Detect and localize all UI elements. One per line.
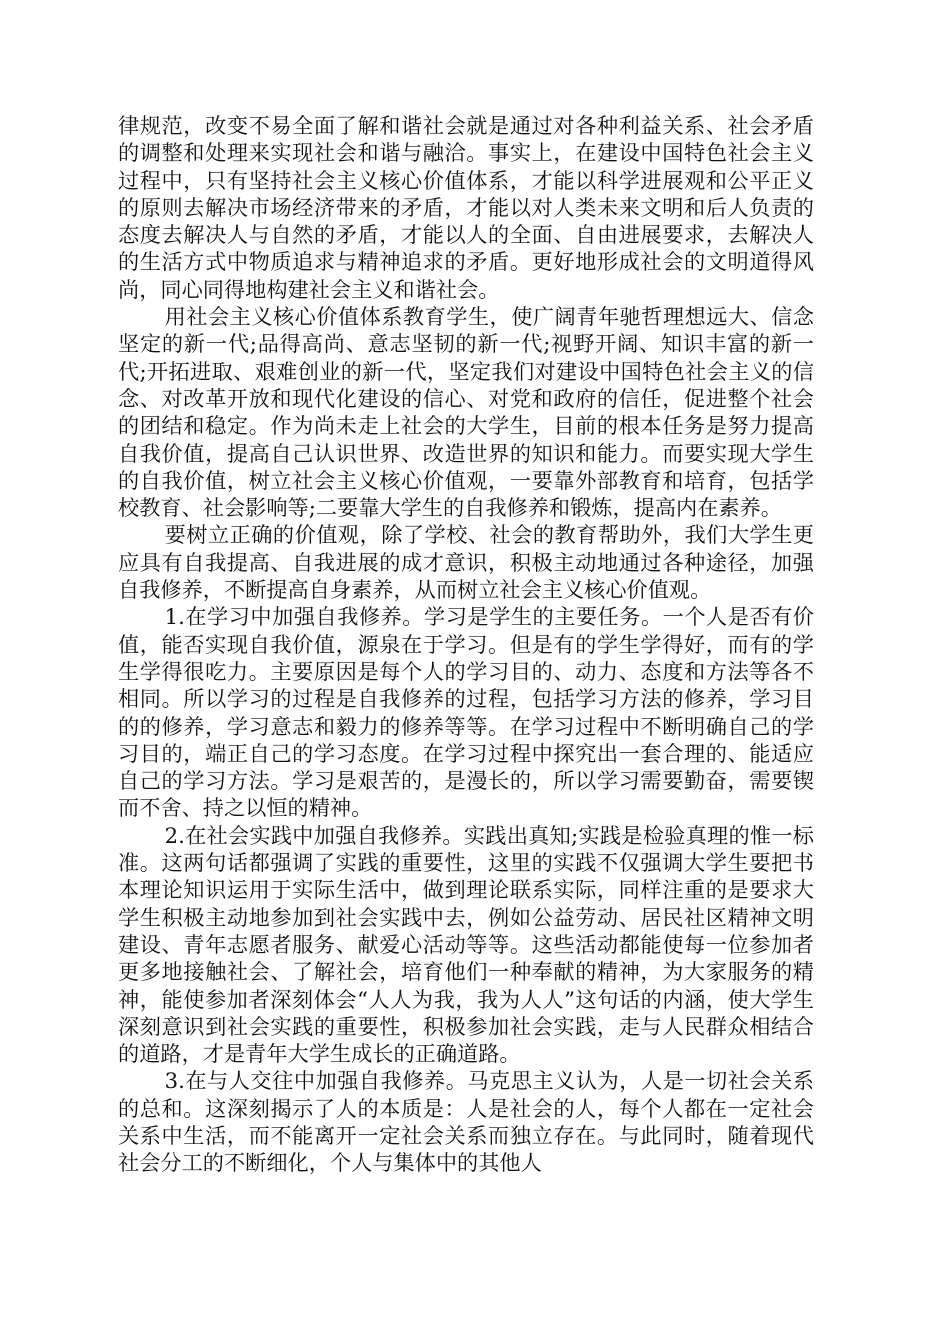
paragraph-core-values-education: 用社会主义核心价值体系教育学生，使广阔青年驰哲理想远大、信念坚定的新一代;品得高尚、意志坚韧的新一代;视野开阔、知识丰富的新一代;开拓进取、艰难创业的新一代，坚定我们对建设中国特色社会主义的信念、对改革开放和现代化建设的信心、对党和政府的信任，促进整个社会的团结和稳定。作为尚未走上社会的大学生，目前的根本任务是努力提高自我价值，提高自己认识世界、改造世界的知识和能力。而要实现大学生的自我价值，树立社会主义核心价值观，一要靠外部教育和培育，包括学校教育、社会影响等;二要靠大学生的自我修养和锻炼，提高内在素养。	[118, 304, 814, 521]
document-page	[118, 112, 814, 1177]
paragraph-interpersonal: 3.在与人交往中加强自我修养。马克思主义认为，人是一切社会关系的总和。这深刻揭示了人的本质是：人是社会的人，每个人都在一定社会关系中生活，而不能离开一定社会关系而独立存在。与此同时，随着现代社会分工的不断细化，个人与集体中的其他人	[118, 1068, 814, 1176]
paragraph-social-practice: 2.在社会实践中加强自我修养。实践出真知;实践是检验真理的惟一标准。这两句话都强调了实践的重要性，这里的实践不仅强调大学生要把书本理论知识运用于实际生活中，做到理论联系实际，同样注重的是要求大学生积极主动地参加到社会实践中去，例如公益劳动、居民社区精神文明建设、青年志愿者服务、献爱心活动等等。这些活动都能使每一位参加者更多地接触社会、了解社会，培育他们一种奉献的精神，为大家服务的精神，能使参加者深刻体会“人人为我，我为人人”这句话的内涵，使大学生深刻意识到社会实践的重要性，积极参加社会实践，走与人民群众相结合的道路，才是青年大学生成长的正确道路。	[118, 822, 814, 1067]
paragraph-continued: 律规范，改变不易全面了解和谐社会就是通过对各种利益关系、社会矛盾的调整和处理来实现社会和谐与融洽。事实上，在建设中国特色社会主义过程中，只有坚持社会主义核心价值体系，才能以科学进展观和公平正义的原则去解决市场经济带来的矛盾，才能以对人类未来文明和后人负责的态度去解决人与自然的矛盾，才能以人的全面、自由进展要求，去解决人的生活方式中物质追求与精神追求的矛盾。更好地形成社会的文明道得风尚，同心同得地构建社会主义和谐社会。	[118, 113, 814, 302]
paragraph-self-improvement: 要树立正确的价值观，除了学校、社会的教育帮助外，我们大学生更应具有自我提高、自我进展的成才意识，积极主动地通过各种途径，加强自我修养，不断提高自身素养，从而树立社会主义核心价值观。	[118, 522, 814, 603]
paragraph-learning: 1.在学习中加强自我修养。学习是学生的主要任务。一个人是否有价值，能否实现自我价值，源泉在于学习。但是有的学生学得好，而有的学生学得很吃力。主要原因是每个人的学习目的、动力、态度和方法等各不相同。所以学习的过程是自我修养的过程，包括学习方法的修养，学习目的的修养，学习意志和毅力的修养等等。在学习过程中不断明确自己的学习目的，端正自己的学习态度。在学习过程中探究出一套合理的、能适应自己的学习方法。学习是艰苦的，是漫长的，所以学习需要勤奋，需要锲而不舍、持之以恒的精神。	[118, 604, 814, 821]
